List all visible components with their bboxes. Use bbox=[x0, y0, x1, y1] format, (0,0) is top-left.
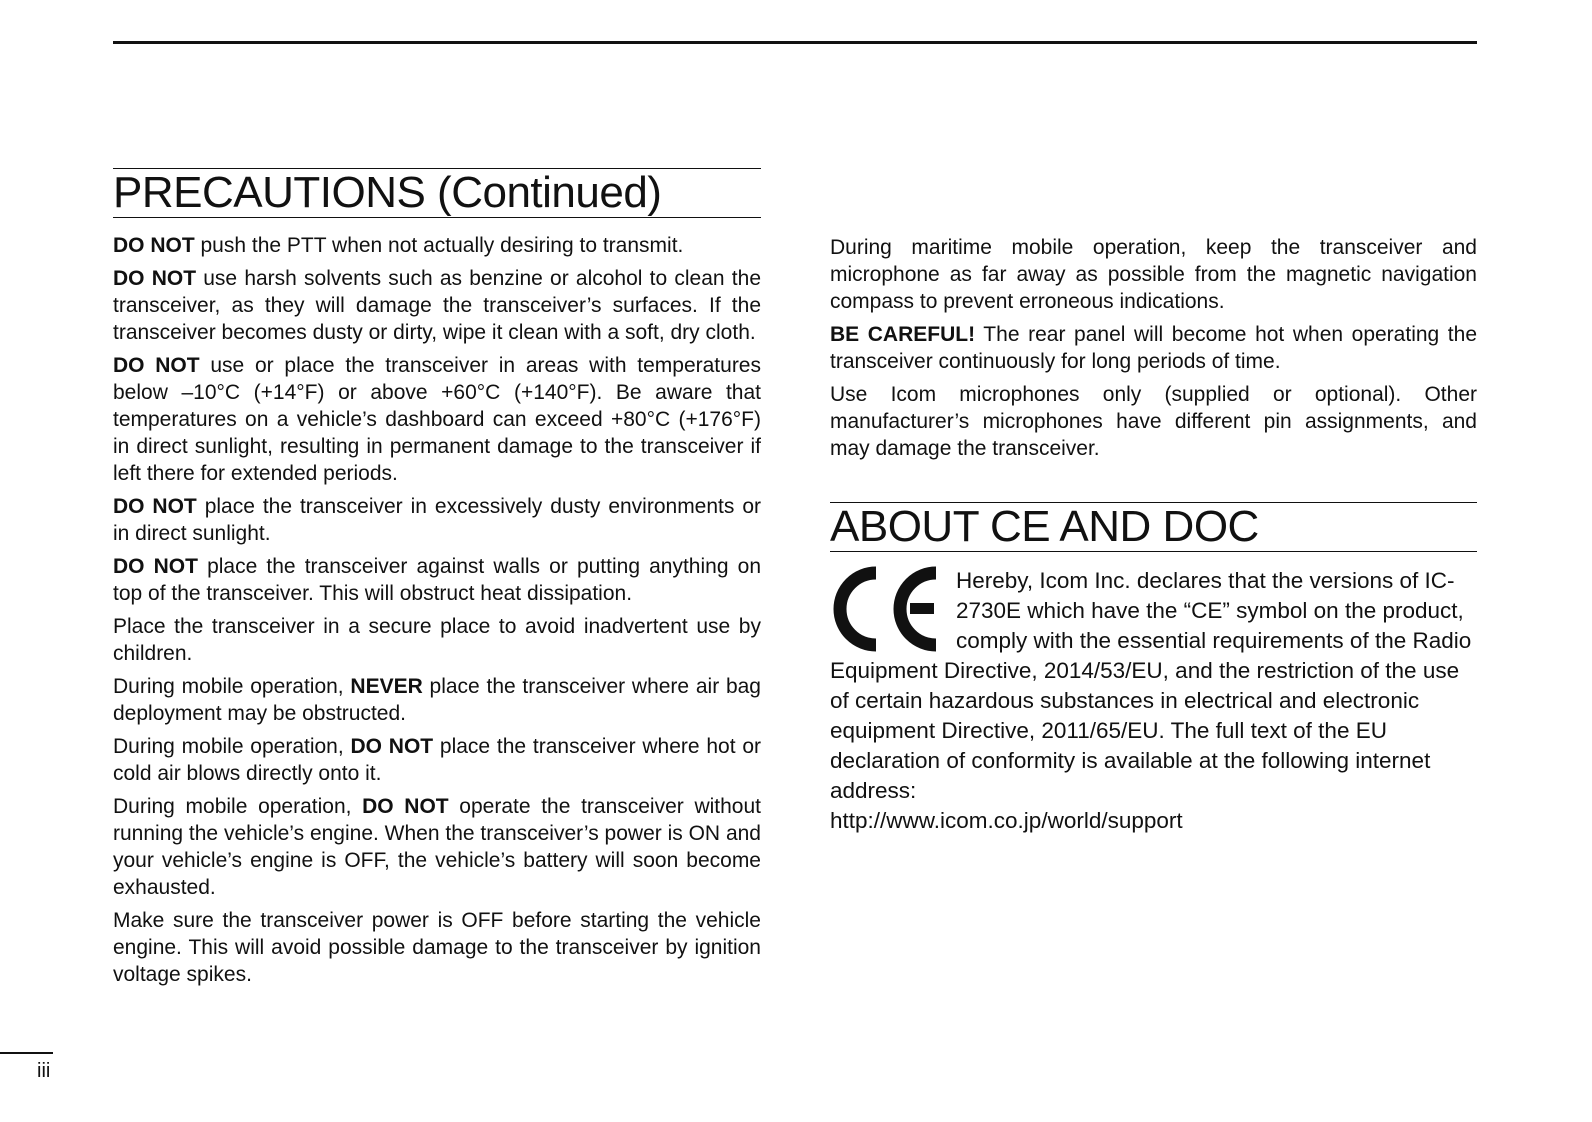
warning-label: DO NOT bbox=[362, 795, 449, 818]
precaution-text: use or place the transceiver in areas with temperatures below –10°C (+14°F) or above +60°C (+140°F). Be aware that temperatures on a vehicle’s dashboard can exceed +80°C (+176°F) in direct sunlight, resulting in permanent damage to the transceiver if left there for extended periods. bbox=[113, 354, 761, 485]
right-column bbox=[830, 168, 1477, 836]
precaution-text: Place the transceiver in a secure place to avoid inadvertent use by children. bbox=[113, 615, 761, 665]
ce-declaration-text: Hereby, Icom Inc. declares that the versions of IC-2730E which have the “CE” symbol on the product, comply with the essential requirements of the Radio Equipment Directive, 2014/53/EU, and the restriction of the use of certain hazardous substances in electrical and electronic equipment Directive, 2011/65/EU. The full text of the EU declaration of conformity is available at the following internet address: bbox=[830, 568, 1472, 803]
page-number: iii bbox=[37, 1060, 51, 1082]
about-ce-heading: ABOUT CE AND DOC bbox=[830, 502, 1259, 551]
precaution-item bbox=[113, 265, 761, 346]
precaution-text: During maritime mobile operation, keep the transceiver and microphone as far away as possible from the magnetic navigation compass to prevent erroneous indications. bbox=[830, 236, 1477, 313]
precaution-text: use harsh solvents such as benzine or alcohol to clean the transceiver, as they will damage the transceiver’s surfaces. If the transceiver becomes dusty or dirty, wipe it clean with a soft, dry cloth. bbox=[113, 267, 761, 344]
precaution-item bbox=[830, 381, 1477, 462]
precaution-text: place the transceiver against walls or putting anything on top of the transceiver. This will obstruct heat dissipation. bbox=[113, 555, 761, 605]
warning-label: DO NOT bbox=[113, 555, 198, 578]
precautions-heading: PRECAUTIONS (Continued) bbox=[113, 168, 662, 217]
precaution-item bbox=[113, 352, 761, 487]
top-rule bbox=[113, 41, 1477, 44]
precaution-text: The rear panel will become hot when operating the transceiver continuously for long periods of time. bbox=[830, 323, 1478, 373]
warning-label: DO NOT bbox=[113, 495, 197, 518]
precaution-item bbox=[113, 493, 761, 547]
precaution-text: operate the transceiver without running the vehicle’s engine. When the transceiver’s power is ON and your vehicle’s engine is OFF, the vehicle’s battery will soon become exhausted. bbox=[113, 795, 761, 899]
ce-mark-icon bbox=[830, 566, 942, 652]
precaution-lead: During mobile operation, bbox=[113, 675, 351, 698]
precautions-heading-block bbox=[113, 168, 761, 218]
precaution-lead: During mobile operation, bbox=[113, 735, 351, 758]
precautions-column bbox=[113, 168, 761, 994]
precaution-text: Use Icom microphones only (supplied or optional). Other manufacturer’s microphones have different pin assignments, and may damage the transceiver. bbox=[830, 383, 1477, 460]
about-ce-heading-block bbox=[830, 502, 1477, 552]
warning-label: NEVER bbox=[350, 675, 423, 698]
precaution-item bbox=[113, 613, 761, 667]
warning-label: DO NOT bbox=[113, 234, 195, 257]
precaution-lead: During mobile operation, bbox=[113, 795, 363, 818]
warning-label: DO NOT bbox=[350, 735, 434, 758]
precaution-text: place the transceiver where hot or cold air blows directly onto it. bbox=[113, 735, 762, 785]
precaution-item bbox=[113, 733, 761, 787]
ce-declaration-block bbox=[830, 566, 1477, 836]
warning-label: DO NOT bbox=[113, 354, 200, 377]
precaution-text: push the PTT when not actually desiring to transmit. bbox=[194, 234, 684, 257]
precaution-text: place the transceiver where air bag deployment may be obstructed. bbox=[113, 675, 761, 725]
precaution-item bbox=[113, 793, 761, 901]
support-url-link[interactable]: http://www.icom.co.jp/world/support bbox=[830, 808, 1183, 833]
precaution-item bbox=[113, 673, 761, 727]
precaution-item bbox=[113, 232, 761, 259]
precaution-item bbox=[113, 907, 761, 988]
warning-label: BE CAREFUL! bbox=[830, 323, 976, 346]
precaution-item bbox=[830, 321, 1477, 375]
precaution-item bbox=[830, 234, 1477, 315]
precaution-text: place the transceiver in excessively dusty environments or in direct sunlight. bbox=[113, 495, 761, 545]
precaution-text: Make sure the transceiver power is OFF before starting the vehicle engine. This will avoid possible damage to the transceiver by ignition voltage spikes. bbox=[113, 909, 761, 986]
precaution-item bbox=[113, 553, 761, 607]
warning-label: DO NOT bbox=[113, 267, 197, 290]
page-number-rule bbox=[0, 1052, 53, 1054]
